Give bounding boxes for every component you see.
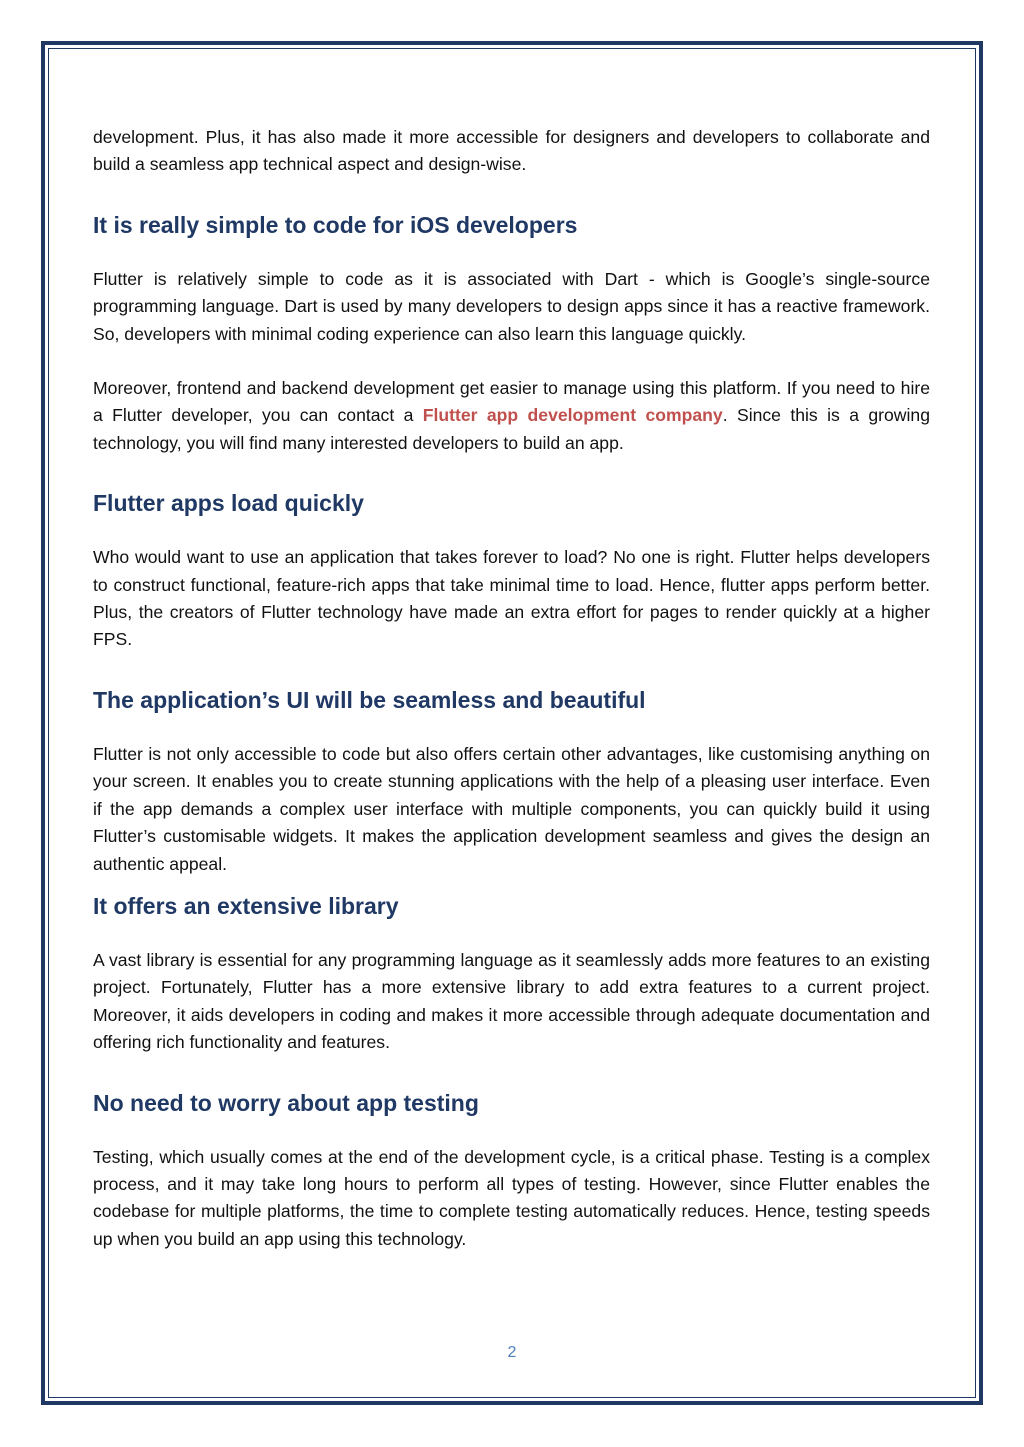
page-number: 2 xyxy=(507,1344,517,1361)
section-paragraph: A vast library is essential for any programming language as it seamlessly adds more features to an existing project. Fortunately, Flutter has a more extensive library to add extra features to a current project. Moreover, it aids developers in coding and makes it more accessible through adequate documentation and offering rich functionality and features. xyxy=(93,949,930,1053)
section-heading-ios-simple: It is really simple to code for iOS developers xyxy=(93,211,578,238)
section-paragraph-hire xyxy=(93,375,930,457)
section-heading-load-quickly: Flutter apps load quickly xyxy=(93,490,364,517)
section-heading-extensive-library: It offers an extensive library xyxy=(93,892,399,919)
paragraph-text-before-link: Moreover, frontend and backend development get easier to manage using this platform. If you need to hire a Flutter developer, you can contact a xyxy=(93,378,930,426)
flutter-company-link[interactable]: Flutter app development company xyxy=(422,405,723,426)
section-heading-ui-seamless: The application’s UI will be seamless and beautiful xyxy=(93,686,646,713)
section-paragraph: Flutter is not only accessible to code but also offers certain other advantages, like customising anything on your screen. It enables you to create stunning applications with the help of a pleasing user interface. Even if the app demands a complex user interface with multiple components, you can quickly build it using Flutter’s customisable widgets. It makes the application development seamless and gives the design an authentic appeal. xyxy=(93,743,930,874)
section-paragraph: Flutter is relatively simple to code as it is associated with Dart - which is Google’s single-source programming language. Dart is used by many developers to design apps since it has a reactive framework. So, developers with minimal coding experience can also learn this language quickly. xyxy=(93,268,930,344)
document-body xyxy=(93,124,930,1253)
section-paragraph: Testing, which usually comes at the end of the development cycle, is a critical phase. Testing is a complex process, and it may take long hours to perform all types of testing. However, since Flutter enables the codebase for multiple platforms, the time to complete testing automatically reduces. Hence, testing speeds up when you build an app using this technology. xyxy=(93,1146,930,1249)
paragraph-text-after-link: . Since this is a growing technology, you will find many interested developers to build an app. xyxy=(93,405,930,453)
section-heading-app-testing: No need to worry about app testing xyxy=(93,1089,479,1116)
section-paragraph: Who would want to use an application that takes forever to load? No one is right. Flutter helps developers to construct functional, feature-rich apps that take minimal time to load. Hence, flutter apps perform better. Plus, the creators of Flutter technology have made an extra effort for pages to render quickly at a higher FPS. xyxy=(93,547,930,650)
intro-paragraph: development. Plus, it has also made it more accessible for designers and developers to collaborate and build a seamless app technical aspect and design-wise. xyxy=(93,127,930,175)
